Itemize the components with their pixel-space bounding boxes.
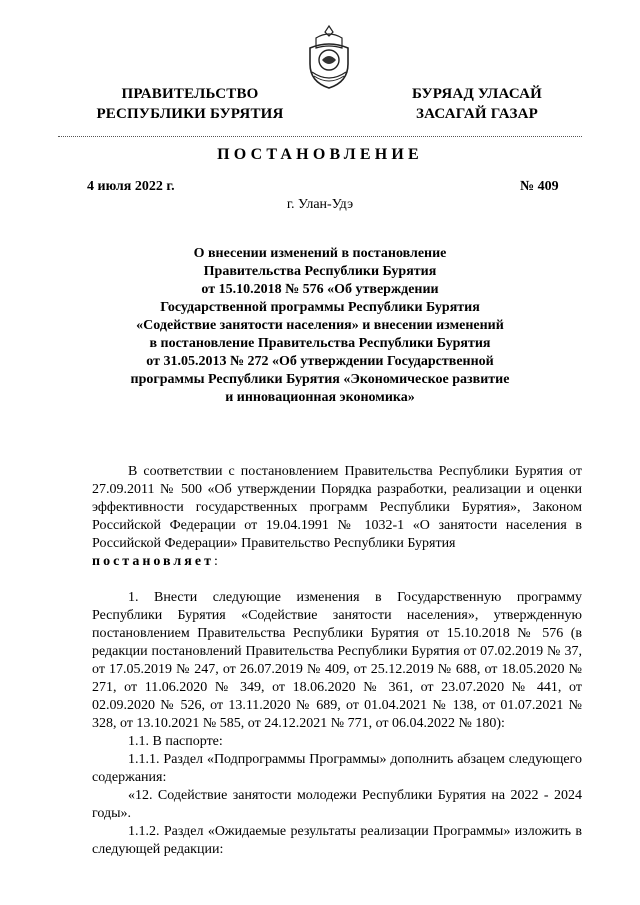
body-paragraph-5: 1.1.2. Раздел «Ожидаемые результаты реализации Программы» изложить в следующей редакции: [92,824,582,857]
document-type-title: ПОСТАНОВЛЕНИЕ [217,146,423,163]
subject-line: Государственной программы Республики Бурятия [160,300,480,315]
decree-colon: : [213,554,218,569]
body-paragraph-2: 1.1. В паспорте: [128,734,223,749]
document-city: г. Улан-Удэ [286,197,354,212]
org-name-buryat-line-2: ЗАСАГАЙ ГАЗАР [416,106,538,122]
subject-line: «Содействие занятости населения» и внесении изменений [136,318,504,333]
document-number: № 409 [520,179,559,194]
subject-line: О внесении изменений в постановление [193,246,447,261]
subject-line: программы Республики Бурятия «Экономическое развитие [130,372,510,387]
subject-line: от 31.05.2013 № 272 «Об утверждении Государственной [146,354,494,369]
org-name-buryat-line-1: БУРЯАД УЛАСАЙ [411,86,543,102]
subject-line: и инновационная экономика» [225,390,415,405]
paragraph-gap [92,571,582,589]
preamble-paragraph [92,463,582,571]
document-subject [100,245,540,407]
org-name-line-2: РЕСПУБЛИКИ БУРЯТИЯ [96,106,284,122]
body-paragraph-3: 1.1.1. Раздел «Подпрограммы Программы» дополнить абзацем следующего содержания: [92,752,582,785]
subject-line: в постановление Правительства Республики Бурятия [149,336,491,351]
subject-line: от 15.10.2018 № 576 «Об утверждении [201,282,439,297]
subject-line: Правительства Республики Бурятия [203,264,437,279]
document-date: 4 июля 2022 г. [87,179,175,194]
body-paragraph-1: 1. Внести следующие изменения в Государственную программу Республики Бурятия «Содействие занятости населения», утвержденную постановлением Правительства Республики Бурятия от 15.10.2018 № 576 (в редакции постановлений Правительства Республики Бурятия от 07.02.2019 № 37, от 17.05.2019 № 247, от 26.07.2019 № 409, от 25.12.2019 № 688, от 18.05.2020 № 271, от 11.06.2020 № 349, от 18.06.2020 № 361, от 23.07.2020 № 441, от 02.09.2020 № 526, от 13.11.2020 № 689, от 01.04.2021 № 138, от 01.07.2021 № 328, от 13.10.2021 № 585, от 24.12.2021 № 771, от 06.04.2022 № 180): [92,590,582,731]
decree-word: постановляет [92,554,214,569]
buryatia-coat-of-arms-icon [302,24,356,90]
preamble-text: В соответствии с постановлением Правительства Республики Бурятия от 27.09.2011 № 500 «Об утверждении Порядка разработки, реализации и оценки эффективности государственных программ Республики Бурятия», Законом Российской Федерации от 19.04.1991 № 1032-1 «О занятости населения в Российской Федерации» Правительство Республики Бурятия [92,464,582,551]
org-name-russian [60,84,320,124]
org-name-line-1: ПРАВИТЕЛЬСТВО [121,86,259,102]
body-paragraph-4: «12. Содействие занятости молодежи Республики Бурятия на 2022 - 2024 годы». [92,788,582,821]
org-name-buryat [388,84,566,124]
document-body [92,463,582,859]
header-divider [58,136,582,137]
